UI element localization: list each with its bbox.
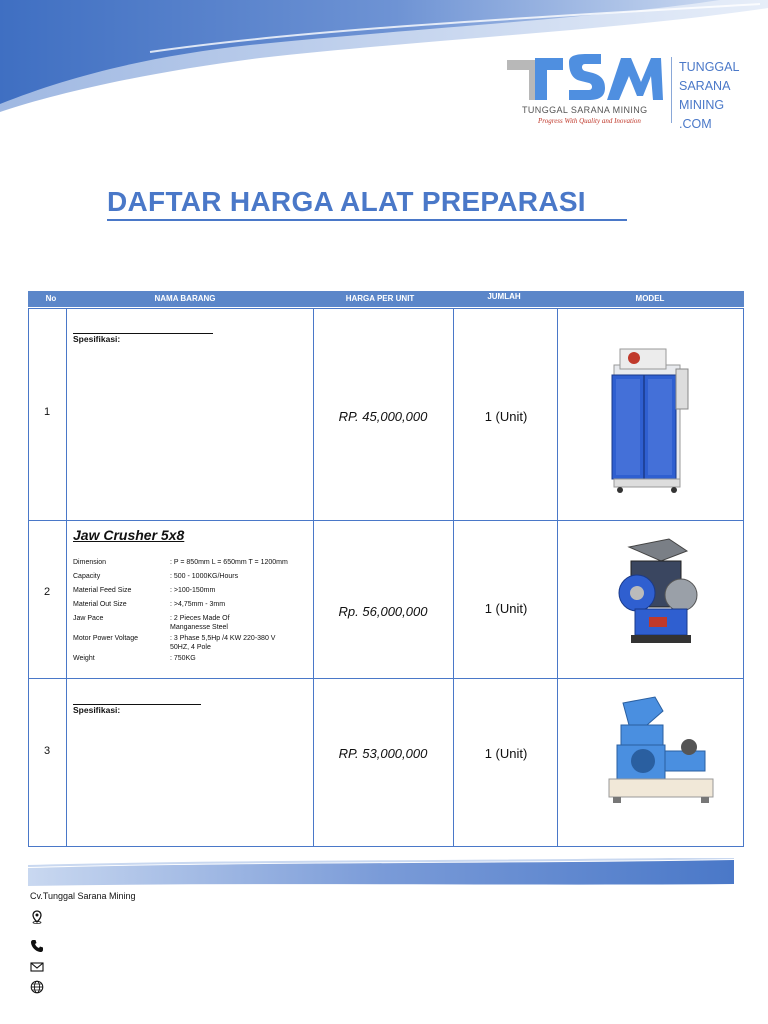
row-number: 1 xyxy=(43,406,51,418)
header-qty: JUMLAH xyxy=(487,292,521,301)
col-divider xyxy=(313,309,314,846)
table-body xyxy=(28,308,744,847)
row-number: 2 xyxy=(43,586,51,598)
spec-row xyxy=(73,612,288,632)
site-divider xyxy=(671,57,672,123)
header-model: MODEL xyxy=(635,294,665,303)
footer-wave-decoration xyxy=(28,858,734,888)
location-icon xyxy=(30,910,44,924)
spec-row xyxy=(73,632,288,652)
jaw-crusher-icon xyxy=(609,537,705,653)
spec-list xyxy=(73,556,288,666)
site-line: SARANA xyxy=(679,79,731,93)
spec-value: : >100-150mm xyxy=(170,586,216,594)
crusher-machine-icon xyxy=(603,695,721,807)
spec-key: Jaw Pace xyxy=(73,614,104,622)
spec-row xyxy=(73,652,288,666)
spec-row xyxy=(73,570,288,584)
header-no: No xyxy=(45,294,57,303)
page-title: DAFTAR HARGA ALAT PREPARASI xyxy=(107,186,586,217)
qty-value: 1 (Unit) xyxy=(484,746,528,761)
row-divider xyxy=(29,520,743,521)
spec-value: : 3 Phase 5,5Hp /4 KW 220-380 V 50HZ, 4 Pole xyxy=(170,634,276,651)
product-name: Jaw Crusher 5x8 xyxy=(73,527,185,543)
spec-key: Dimension xyxy=(73,559,107,566)
spec-value: : 500 - 1000KG/Hours xyxy=(170,572,239,580)
email-icon xyxy=(30,960,44,974)
header-name: NAMA BARANG xyxy=(154,294,216,303)
spec-label: Spesifikasi: xyxy=(73,334,121,344)
site-line: .COM xyxy=(679,117,712,131)
spec-key: Material Out Size xyxy=(73,600,127,608)
col-divider xyxy=(66,309,67,846)
spec-row xyxy=(73,584,288,598)
row-number: 3 xyxy=(43,745,51,757)
spec-value: : 750KG xyxy=(170,654,196,662)
spec-row xyxy=(73,598,288,612)
qty-value: 1 (Unit) xyxy=(484,409,528,424)
tsm-logo-icon xyxy=(505,52,665,104)
header-price: HARGA PER UNIT xyxy=(345,294,415,303)
spec-key: Capacity xyxy=(73,572,101,580)
spec-value: : 2 Pieces Made Of Manganesse Steel xyxy=(170,614,230,631)
logo-tagline: Progress With Quality and Inovation xyxy=(538,117,641,125)
spec-key: Weight xyxy=(73,654,95,662)
company-logo xyxy=(505,52,665,132)
qty-value: 1 (Unit) xyxy=(484,601,528,616)
footer-company-name: Cv.Tunggal Sarana Mining xyxy=(30,891,136,901)
title-underline xyxy=(107,219,627,221)
cabinet-dryer-icon xyxy=(604,345,694,495)
phone-icon xyxy=(30,939,44,953)
spec-value: : >4,75mm - 3mm xyxy=(170,600,226,608)
price-value: RP. 45,000,000 xyxy=(338,409,428,424)
spec-key: Motor Power Voltage xyxy=(73,634,138,642)
row-divider xyxy=(29,678,743,679)
spec-key: Material Feed Size xyxy=(73,586,132,594)
col-divider xyxy=(453,309,454,846)
globe-icon xyxy=(30,980,44,994)
logo-company-name: TUNGGAL SARANA MINING xyxy=(522,105,648,115)
site-line: MINING xyxy=(679,98,725,112)
spec-label: Spesifikasi: xyxy=(73,705,121,715)
website-text[interactable] xyxy=(679,58,739,134)
col-divider xyxy=(557,309,558,846)
spec-value: : P = 850mm L = 650mm T = 1200mm xyxy=(170,559,288,566)
table-header xyxy=(28,291,744,307)
spec-row xyxy=(73,556,288,570)
price-value: RP. 53,000,000 xyxy=(338,746,428,761)
site-line: TUNGGAL xyxy=(679,60,740,74)
price-value: Rp. 56,000,000 xyxy=(338,604,428,619)
